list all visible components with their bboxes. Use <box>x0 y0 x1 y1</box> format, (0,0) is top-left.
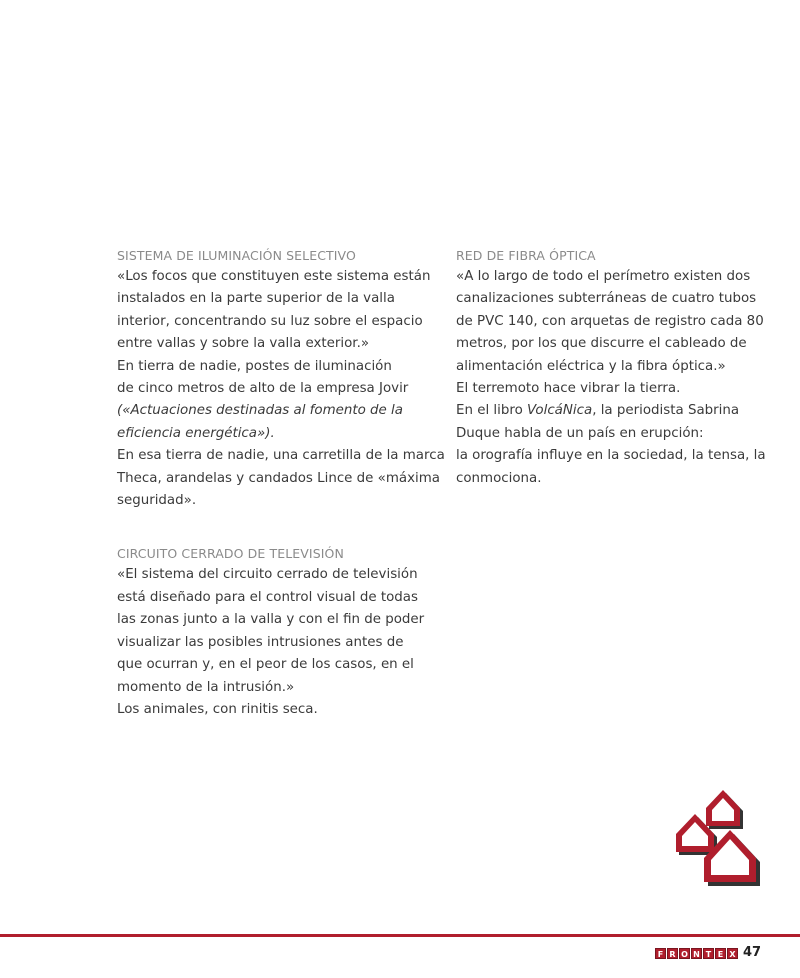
body-line: «El sistema del circuito cerrado de televisión <box>117 567 418 583</box>
frontex-brand-logo <box>655 948 738 960</box>
body-line: de PVC 140, con arquetas de registro cada 80 <box>456 313 764 329</box>
brand-letter: E <box>715 948 726 959</box>
body-line: seguridad». <box>117 493 197 509</box>
body-line: «A lo largo de todo el perímetro existen dos <box>456 269 751 284</box>
body-line: de cinco metros de alto de la empresa Jovir <box>117 381 409 397</box>
brand-letter: T <box>703 948 714 959</box>
section-heading: SISTEMA DE ILUMINACIÓN SELECTIVO <box>117 248 356 263</box>
body-line: Los animales, con rinitis seca. <box>117 701 318 717</box>
book-line <box>456 400 786 422</box>
body-line: En tierra de nadie, postes de iluminación <box>117 358 392 374</box>
body-line: está diseñado para el control visual de todas <box>117 589 418 605</box>
brand-letter: F <box>655 948 666 959</box>
section-cctv <box>117 544 447 721</box>
body-line: las zonas junto a la valla y con el fin de poder <box>117 612 425 628</box>
brand-letter: X <box>727 948 738 959</box>
book-line-prefix: En el libro <box>456 403 528 419</box>
brand-letter: O <box>679 948 690 959</box>
body-line: El terremoto hace vibrar la tierra. <box>456 381 681 397</box>
body-line: Duque habla de un país en erupción: <box>456 425 704 441</box>
brand-letter: N <box>691 948 702 959</box>
body-line: instalados en la parte superior de la valla <box>117 291 395 307</box>
right-column <box>456 246 786 522</box>
body-line: visualizar las posibles intrusiones antes de <box>117 634 404 650</box>
brand-letter: R <box>667 948 678 959</box>
body-line-italic: eficiencia energética»). <box>117 425 275 441</box>
section-heading: CIRCUITO CERRADO DE TELEVISIÓN <box>117 546 344 562</box>
body-line: momento de la intrusión.» <box>117 679 295 695</box>
book-title: VolcáNica <box>527 403 593 419</box>
body-line-italic: («Actuaciones destinadas al fomento de la <box>117 403 403 419</box>
section-lighting <box>117 246 447 512</box>
footer-rule <box>0 934 800 937</box>
body-line: Theca, arandelas y candados Lince de «máxima <box>117 470 441 486</box>
body-line: metros, por los que discurre el cableado de <box>456 336 747 352</box>
left-column <box>117 246 447 753</box>
body-line: interior, concentrando su luz sobre el espacio <box>117 313 423 329</box>
body-line: canalizaciones subterráneas de cuatro tubos <box>456 291 757 307</box>
section-fiber-optic <box>456 246 786 490</box>
page-number: 47 <box>743 945 762 960</box>
body-line: que ocurran y, en el peor de los casos, en el <box>117 657 414 673</box>
body-line: conmociona. <box>456 470 542 486</box>
body-line: En esa tierra de nadie, una carretilla de la marca <box>117 448 445 464</box>
houses-logo-icon <box>674 786 769 888</box>
body-line: alimentación eléctrica y la fibra óptica.» <box>456 358 726 374</box>
body-line: la orografía influye en la sociedad, la tensa, la <box>456 448 766 464</box>
section-heading: RED DE FIBRA ÓPTICA <box>456 248 596 263</box>
house-top-icon <box>706 790 743 829</box>
book-line-suffix: , la periodista Sabrina <box>592 403 740 419</box>
body-line: entre vallas y sobre la valla exterior.» <box>117 336 370 352</box>
body-line: «Los focos que constituyen este sistema están <box>117 269 431 284</box>
